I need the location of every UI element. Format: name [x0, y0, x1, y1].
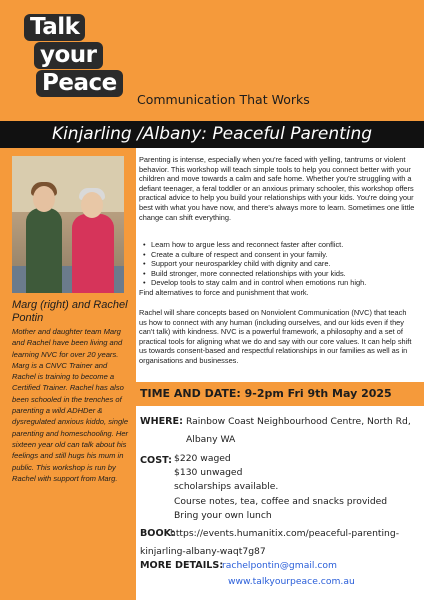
more-details-label: MORE DETAILS: — [140, 560, 224, 571]
website-link[interactable]: www.talkyourpeace.com.au — [228, 576, 355, 587]
venue-line-1: Rainbow Coast Neighbourhood Centre, North Rd, — [186, 416, 411, 427]
trainers-photo — [12, 156, 124, 293]
booking-link-continued[interactable]: kinjarling-albany-waqt7g87 — [140, 546, 266, 557]
logo-line-1: Talk — [24, 14, 85, 41]
intro-paragraph: Parenting is intense, especially when you're faced with yelling, tantrums or violent behavior. This workshop will teach simple tools to help you connect better with your children and move towards a calm and safe home. Whether you're struggling with a defiant teenager, a feral toddler or an anxious primary schooler, this workshop offers practical advice to help you build your relationships with your kids. You're doing your best with what you have now, and there's always more to learn. Sometimes one little change can shift everything. — [139, 155, 415, 222]
page-title: Kinjarling /Albany: Peaceful Parenting — [51, 124, 373, 144]
trainers-bio: Mother and daughter team Marg and Rachel have been living and learning NVC for over 20 years. Marg is a CNVC Trainer and Rachel is training to become a Certified Trainer. Rachel has also been schooled in the trenches of parenting a wild ADHDer & dysregulated anxious kiddo, single parenting and homeschooling. Her sixteen year old can talk about his feelings and still hugs his mum in public. This workshop is run by Rachel with support from Marg. — [12, 327, 129, 483]
talk-your-peace-logo — [24, 14, 134, 98]
where-label: WHERE: — [140, 416, 183, 427]
event-datetime: TIME AND DATE: 9-2pm Fri 9th May 2025 — [140, 387, 392, 400]
trainers-caption: Marg (right) and Rachel Pontin — [12, 299, 128, 324]
email-link[interactable]: rachelpontin@gmail.com — [222, 560, 337, 571]
nvc-paragraph: Rachel will share concepts based on Nonviolent Communication (NVC) that teach us how to connect with any human (including ourselves, and our kids even if they can't talk) with kindness. NVC is a powerful framework, a philosophy and a set of practical tools for aligning what we do and say with our core values. It can help shift us towards consent-based and respectful relationships in our families as well as in organisations and businesses. — [139, 308, 412, 365]
venue-line-2: Albany WA — [186, 434, 236, 445]
cost-line: $220 waged — [174, 453, 231, 464]
list-item: • Learn how to argue less and reconnect faster after conflict. — [139, 240, 415, 250]
list-item: • Build stronger, more connected relationships with your kids. — [139, 269, 415, 279]
list-item: Find alternatives to force and punishment that work. — [139, 287, 309, 297]
cost-line: $130 unwaged — [174, 467, 243, 479]
logo-line-3: Peace — [36, 70, 123, 97]
benefits-list — [139, 240, 415, 298]
cost-label: COST: — [140, 455, 172, 466]
cost-details — [174, 452, 387, 523]
logo-line-2: your — [34, 42, 103, 69]
list-item: • Support your neurosparkley child with dignity and care. — [139, 259, 415, 269]
booking-link[interactable]: https://events.humanitix.com/peaceful-parenting- — [170, 528, 400, 539]
cost-line: Course notes, tea, coffee and snacks provided — [174, 495, 388, 507]
list-item: • Create a culture of respect and consent in your family. — [139, 250, 415, 260]
tagline: Communication That Works — [137, 92, 310, 107]
cost-line: scholarships available. — [174, 481, 279, 493]
list-item: • Develop tools to stay calm and in control when emotions run high. — [139, 278, 415, 288]
cost-line: Bring your own lunch — [174, 509, 272, 521]
book-label: BOOK: — [140, 528, 175, 539]
